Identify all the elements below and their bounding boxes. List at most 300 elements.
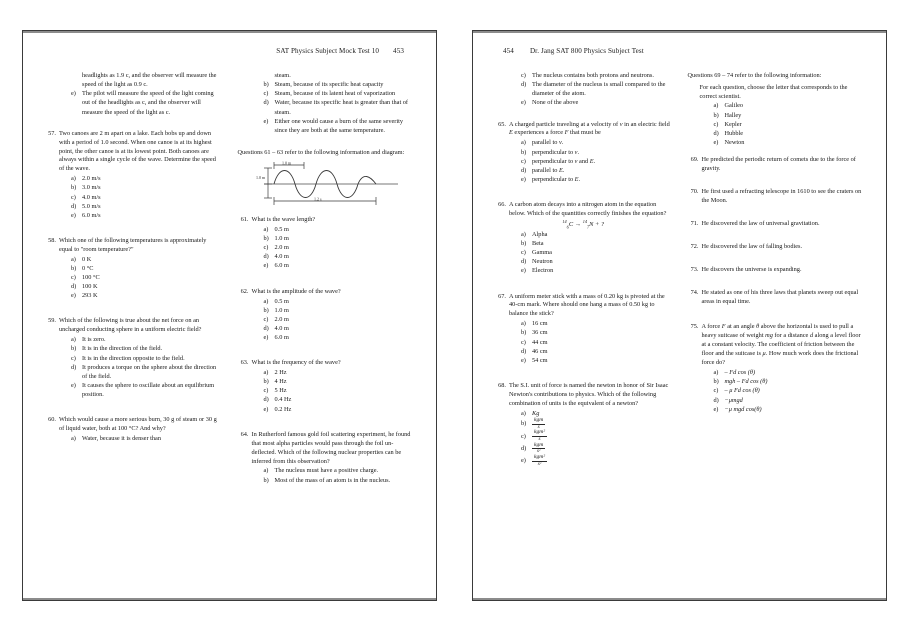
question-text: He discovered the law of falling bodies. <box>701 242 803 250</box>
choice-text: headlights as 1.9 c, and the observer will measure the speed of the light as 0.9 c. <box>82 72 217 89</box>
question-stem <box>238 216 415 225</box>
question-stem <box>238 431 415 467</box>
choice-item[interactable] <box>238 315 415 324</box>
question-number: 72. <box>690 242 699 250</box>
choice-text: 1.0 m <box>274 235 289 243</box>
choice-list-units <box>495 409 672 467</box>
question-number: 59. <box>48 317 56 325</box>
choice-label: b) <box>263 378 269 386</box>
choice-text: 2.0 m <box>274 315 289 323</box>
choice-text: Electron <box>532 267 554 275</box>
question-stem <box>45 237 222 255</box>
choice-item[interactable] <box>495 409 672 418</box>
choice-text: It causes the sphere to oscillate about an equilibrium position. <box>82 381 215 399</box>
question-stem <box>688 243 865 252</box>
choice-text: 2 Hz <box>274 369 287 377</box>
choice-list <box>238 466 415 484</box>
choice-text: perpendicular to E. <box>532 175 581 183</box>
choice-item[interactable] <box>238 225 415 234</box>
choice-text: 100 K <box>82 283 98 291</box>
choice-item[interactable] <box>238 89 415 98</box>
choice-label: b) <box>71 264 77 272</box>
choice-item[interactable] <box>688 377 865 386</box>
sine-wave-diagram <box>252 160 415 211</box>
sine-wave-svg <box>252 160 402 206</box>
choice-list <box>495 230 672 276</box>
choice-text <box>532 418 672 430</box>
choice-text: steam. <box>274 72 291 79</box>
choice-text: 1.0 m <box>274 306 289 314</box>
question-text: A carbon atom decays into a nitrogen atom in the equation below. Which of the quantities correctly finishes the equation? <box>509 201 667 217</box>
choice-item[interactable] <box>688 396 865 405</box>
choice-label: e) <box>71 381 76 389</box>
choice-text: 100 °C <box>82 274 100 282</box>
choice-item[interactable] <box>45 282 222 291</box>
choice-text: mgh – Fd cos (θ) <box>724 378 768 386</box>
choice-label: e) <box>263 117 269 125</box>
choice-item[interactable] <box>688 368 865 377</box>
choice-text <box>532 430 672 442</box>
choice-text: Kg <box>532 409 540 417</box>
question-58 <box>45 237 222 301</box>
choice-label: a) <box>263 297 269 305</box>
question-63 <box>238 359 415 414</box>
choice-label: b) <box>521 329 527 337</box>
choice-label: a) <box>263 467 269 475</box>
choice-text: It is in the direction opposite to the field. <box>82 354 185 362</box>
choice-item[interactable] <box>495 443 672 455</box>
choice-item[interactable] <box>45 255 222 264</box>
question-text: A charged particle traveling at a velocity of v in an electric field E experiences a force F that must be <box>509 120 670 137</box>
choice-item[interactable] <box>45 71 222 89</box>
choice-label: d) <box>521 258 527 266</box>
choice-text: The pilot will measure the speed of the light coming out of the headlights as c, and the observer will measure the speed of the light as c. <box>82 90 214 116</box>
nuclear-decay-equation: $^{14}_6$C → $^{14}_7$N + ? <box>562 218 605 230</box>
choice-item[interactable] <box>45 174 222 183</box>
question-62 <box>238 288 415 343</box>
choice-label: d) <box>521 81 527 89</box>
choice-item[interactable] <box>45 291 222 300</box>
choice-text: 4 Hz <box>274 378 287 386</box>
choice-text: Halley <box>724 111 742 119</box>
choice-item[interactable] <box>238 71 415 80</box>
question-stem <box>45 416 222 434</box>
choice-item[interactable] <box>495 71 672 80</box>
choice-list <box>495 319 672 365</box>
continued-choices-q56 <box>45 71 222 117</box>
choice-label: a) <box>71 255 76 263</box>
continued-choices-q60 <box>238 71 415 135</box>
question-text: What is the frequency of the wave? <box>251 359 341 367</box>
choice-item[interactable] <box>238 261 415 270</box>
choice-item[interactable] <box>45 381 222 399</box>
choice-label: d) <box>521 166 527 174</box>
choice-text: It is in the direction of the field. <box>82 345 163 353</box>
question-text: A force F at an angle θ above the horizontal is used to pull a heavy suitcase of weight mg for a distance d along a level floor at a constant velocity. The coefficient of friction between the floor and the suitcase is μ. How much work does the frictional force do? <box>701 323 861 367</box>
choice-label: b) <box>263 476 269 484</box>
choice-item[interactable] <box>238 306 415 315</box>
choice-list <box>45 255 222 301</box>
choice-item[interactable] <box>238 243 415 252</box>
choice-label <box>71 71 82 89</box>
passage-intro-61-63: Questions 61 – 63 refer to the following information and diagram: <box>237 148 405 156</box>
choice-text: Galileo <box>724 102 744 110</box>
choice-text: – Fd cos (θ) <box>724 369 756 377</box>
choice-label: d) <box>521 347 527 355</box>
question-number: 67. <box>498 292 506 300</box>
choice-label: c) <box>263 90 269 98</box>
choice-list <box>495 138 672 184</box>
choice-text: 0.2 Hz <box>274 405 292 413</box>
choice-label: c) <box>71 354 76 362</box>
choice-label: d) <box>71 363 77 371</box>
question-number: 68. <box>498 381 506 389</box>
page-number: 453 <box>393 47 404 55</box>
question-number: 62. <box>240 287 249 295</box>
question-59 <box>45 317 222 399</box>
choice-label: d) <box>71 202 77 210</box>
choice-item[interactable] <box>238 386 415 395</box>
choice-item[interactable] <box>45 434 222 443</box>
choice-item[interactable] <box>45 89 222 116</box>
choice-item[interactable] <box>495 338 672 347</box>
choice-text: perpendicular to v. <box>532 148 580 156</box>
choice-item[interactable] <box>45 363 222 381</box>
choice-item[interactable] <box>495 138 672 147</box>
question-stem <box>495 121 672 139</box>
choice-item[interactable] <box>238 333 415 342</box>
choice-item[interactable] <box>688 405 865 414</box>
choice-label: b) <box>71 184 77 192</box>
choice-item[interactable] <box>238 368 415 377</box>
page-454 <box>472 30 887 601</box>
choice-list <box>45 434 222 443</box>
choice-text: 0.5 m <box>274 225 289 233</box>
question-text: He first used a refracting telescope in 1610 to see the craters on the Moon. <box>701 187 862 204</box>
choice-label: a) <box>521 320 526 328</box>
choice-text: 46 cm <box>532 347 548 355</box>
question-text: In Rutherford famous gold foil scattering experiment, he found that most alpha particles would pass through the foil un-deflected. Which of the following nuclear properties can be inferred from this observation? <box>251 430 411 465</box>
choice-text: parallel to v. <box>532 139 564 147</box>
choice-text: 4.0 m <box>274 324 289 332</box>
choice-text: 2.0 m/s <box>82 175 101 183</box>
choice-text: 3.0 m/s <box>82 184 101 192</box>
choice-label: d) <box>713 396 719 404</box>
choice-item[interactable] <box>45 344 222 353</box>
choice-item[interactable] <box>688 138 865 147</box>
left-page-column-2 <box>238 71 415 493</box>
choice-label: c) <box>71 274 76 282</box>
choice-label: c) <box>263 315 269 323</box>
choice-text: It is zero. <box>82 336 106 344</box>
choice-text: 36 cm <box>532 329 548 337</box>
question-text: He discovers the universe is expanding. <box>701 265 802 273</box>
choice-label: c) <box>713 387 719 395</box>
choice-label: e) <box>263 334 269 341</box>
choice-label: a) <box>521 230 526 238</box>
question-number: 64. <box>240 430 249 438</box>
question-number: 66. <box>498 201 506 208</box>
question-stem <box>688 289 865 307</box>
choice-label: b) <box>713 111 719 119</box>
choice-item[interactable] <box>495 418 672 430</box>
choice-label: d) <box>713 129 719 137</box>
choice-label: e) <box>521 356 526 364</box>
question-stem <box>238 288 415 297</box>
choice-text: It produces a torque on the sphere about the direction of the field. <box>82 363 217 380</box>
choice-text: The diameter of the nucleus is small compared to the diameter of the atom. <box>532 81 666 98</box>
question-number: 65. <box>498 120 506 128</box>
question-67 <box>495 293 672 365</box>
running-head-title: Dr. Jang SAT 800 Physics Subject Test <box>529 47 644 55</box>
running-head-right-page <box>495 47 864 67</box>
choice-item[interactable] <box>45 202 222 211</box>
question-stem <box>688 156 865 174</box>
choice-item[interactable] <box>495 157 672 166</box>
choice-text <box>532 443 672 455</box>
question-text: Which of the following is true about the net force on an uncharged conducting sphere in a uniform electric field? <box>59 317 202 334</box>
choice-label: b) <box>713 378 719 386</box>
choice-item[interactable] <box>45 193 222 202</box>
question-number: 63. <box>240 359 249 367</box>
question-text: What is the amplitude of the wave? <box>251 287 341 295</box>
choice-label: c) <box>263 244 269 252</box>
choice-item[interactable] <box>238 117 415 135</box>
choice-text: 0 °C <box>82 264 94 272</box>
choice-item[interactable] <box>495 266 672 275</box>
question-text: A uniform meter stick with a mass of 0.20 kg is pivoted at the 40-cm mark. Where should one hang a mass of 0.50 kg to balance the stick? <box>509 292 665 318</box>
choice-text: 2.0 m <box>274 244 289 252</box>
question-text: Two canoes are 2 m apart on a lake. Each bobs up and down with a period of 1.0 second. When one canoe is at its highest point, the other canoe is at its lowest point. Both canoes are always within a single cycle of the wave. Determine the speed of the wave. <box>59 129 216 173</box>
question-61 <box>238 216 415 271</box>
choice-item[interactable] <box>495 430 672 442</box>
diagram-left-label: 1.0 m <box>255 175 265 180</box>
choice-text: Steam, because of its latent heat of vaporization <box>274 90 396 98</box>
left-page-column-1 <box>45 71 222 493</box>
choice-text: 6.0 m/s <box>82 211 101 219</box>
choice-text: None of the above <box>532 99 579 107</box>
choice-item[interactable] <box>238 297 415 306</box>
choice-item[interactable] <box>495 239 672 248</box>
choice-label: e) <box>521 175 526 183</box>
choice-text: −μ mgd cos(θ) <box>724 405 762 413</box>
question-number: 58. <box>48 236 56 244</box>
choice-item[interactable] <box>495 347 672 356</box>
choice-label: c) <box>713 120 719 128</box>
choice-text: Alpha <box>532 230 548 238</box>
fraction-numerator: kgm <box>534 416 544 423</box>
choice-item[interactable] <box>495 356 672 365</box>
choice-list <box>238 297 415 343</box>
choice-label: a) <box>263 369 269 377</box>
fraction-denominator: s² <box>536 448 541 455</box>
question-stem <box>688 188 865 206</box>
choice-label: b) <box>521 240 527 247</box>
question-stem <box>238 359 415 368</box>
choice-text: 6.0 m <box>274 262 289 270</box>
choice-label: c) <box>521 432 526 440</box>
question-68 <box>495 382 672 467</box>
choice-text <box>532 455 672 467</box>
choice-text: −μmgd <box>724 396 743 404</box>
choice-label: a) <box>71 336 76 344</box>
question-number: 61. <box>240 216 249 223</box>
question-text: Which one of the following temperatures is approximately equal to "room temperature?" <box>59 236 207 253</box>
choice-item[interactable] <box>45 183 222 192</box>
choice-label: d) <box>263 253 269 261</box>
question-number: 57. <box>48 129 56 137</box>
choice-item[interactable] <box>688 129 865 138</box>
choice-list <box>45 174 222 220</box>
fraction-denominator: s² <box>537 460 542 467</box>
choice-text: 0.4 Hz <box>274 396 292 404</box>
question-75 <box>688 323 865 413</box>
choice-item[interactable] <box>45 354 222 363</box>
running-head-left-page <box>45 47 414 67</box>
diagram-bottom-label: 1.2 s <box>313 196 322 202</box>
choice-item[interactable] <box>495 80 672 98</box>
choice-item[interactable] <box>238 466 415 475</box>
choice-item[interactable] <box>45 264 222 273</box>
choice-list <box>688 368 865 414</box>
choice-item[interactable] <box>495 98 672 107</box>
fraction-numerator: kgm² <box>534 429 545 436</box>
choice-label: a) <box>263 225 269 233</box>
question-71 <box>688 220 865 229</box>
choice-item[interactable] <box>495 230 672 239</box>
choice-item[interactable] <box>495 319 672 328</box>
choice-text: parallel to E. <box>532 166 565 174</box>
choice-item[interactable] <box>495 148 672 157</box>
choice-text: 5.0 m/s <box>82 202 101 210</box>
unit-fraction <box>532 430 547 442</box>
question-number: 71. <box>690 219 699 227</box>
choice-text: Steam, because of its specific heat capacity <box>274 81 384 89</box>
choice-item[interactable] <box>238 377 415 386</box>
fraction-numerator: kgm² <box>534 453 545 460</box>
choice-label: d) <box>263 324 269 332</box>
choice-label: a) <box>713 369 719 377</box>
choice-label <box>264 71 275 80</box>
choice-item[interactable] <box>45 335 222 344</box>
choice-text: Most of the mass of an atom is in the nucleus. <box>274 476 391 484</box>
choice-label: a) <box>713 102 719 110</box>
question-text: Which would cause a more serious burn, 30 g of steam or 30 g of liquid water, both at 100 °C? And why? <box>59 416 217 433</box>
choice-item[interactable] <box>238 234 415 243</box>
right-page-column-2 <box>688 71 865 475</box>
choice-label: b) <box>263 306 269 314</box>
question-72 <box>688 243 865 252</box>
choice-label: b) <box>521 148 527 156</box>
question-stem <box>688 220 865 229</box>
continued-choices-q64 <box>495 71 672 108</box>
choice-label: a) <box>521 409 526 417</box>
choice-label: b) <box>263 81 269 89</box>
question-stem <box>495 382 672 409</box>
fraction-numerator: kgm <box>534 441 544 448</box>
choice-item[interactable] <box>688 386 865 395</box>
question-69 <box>688 156 865 174</box>
choice-text: Beta <box>532 240 544 247</box>
choice-label: c) <box>521 249 526 257</box>
choice-text: perpendicular to v and E. <box>532 157 596 165</box>
choice-item[interactable] <box>238 252 415 261</box>
choice-text: 0 K <box>82 255 92 263</box>
choice-item[interactable] <box>495 455 672 467</box>
choice-text: The nucleus contains both protons and neutrons. <box>532 72 654 79</box>
choice-item[interactable] <box>495 175 672 184</box>
question-text: He stated as one of his three laws that planets sweep out equal areas in equal time. <box>701 288 859 305</box>
choice-item[interactable] <box>238 80 415 89</box>
choice-label: e) <box>71 211 76 219</box>
choice-item[interactable] <box>45 211 222 220</box>
choice-label: e) <box>521 457 526 465</box>
question-text: He discovered the law of universal gravitation. <box>701 219 820 227</box>
choice-text: 6.0 m <box>274 334 289 341</box>
unit-fraction <box>532 455 547 467</box>
question-number: 74. <box>690 288 699 296</box>
unit-fraction <box>532 443 545 455</box>
question-number: 70. <box>690 187 699 195</box>
choice-text: 293 K <box>82 292 98 300</box>
choice-item[interactable] <box>495 257 672 266</box>
choice-text: 0.5 m <box>274 297 289 305</box>
question-stem <box>495 201 672 219</box>
fraction-denominator: s <box>538 436 541 443</box>
choice-item[interactable] <box>238 395 415 404</box>
choice-item[interactable] <box>688 120 865 129</box>
choice-item[interactable] <box>495 248 672 257</box>
choice-item[interactable] <box>495 166 672 175</box>
choice-item[interactable] <box>495 328 672 337</box>
choice-label: e) <box>521 99 526 107</box>
choice-text: Gamma <box>532 249 552 257</box>
choice-item[interactable] <box>238 476 415 485</box>
fraction-denominator: s <box>537 423 540 430</box>
right-page-columns <box>495 71 864 475</box>
choice-item[interactable] <box>238 98 415 116</box>
choice-item[interactable] <box>688 111 865 120</box>
choice-item[interactable] <box>238 405 415 414</box>
choice-label: c) <box>521 72 526 79</box>
choice-item[interactable] <box>688 101 865 110</box>
question-70 <box>688 188 865 206</box>
choice-label: c) <box>521 157 526 165</box>
question-60 <box>45 416 222 443</box>
choice-text: 4.0 m/s <box>82 193 101 201</box>
choice-label: d) <box>263 396 269 404</box>
question-stem <box>495 293 672 320</box>
choice-label: e) <box>263 262 269 270</box>
choice-text: – μ Fd cos (θ) <box>724 387 760 395</box>
question-number: 75. <box>690 323 699 331</box>
choice-label: b) <box>263 235 269 243</box>
choice-item[interactable] <box>238 324 415 333</box>
left-page-columns <box>45 71 414 493</box>
passage-intro-69-74: Questions 69 – 74 refer to the following information: <box>687 72 822 79</box>
choice-text: 4.0 m <box>274 253 289 261</box>
question-73 <box>688 266 865 275</box>
question-text: What is the wave length? <box>251 216 316 223</box>
question-stem <box>688 266 865 275</box>
choice-list <box>238 368 415 414</box>
question-number: 73. <box>690 265 699 273</box>
choice-label: a) <box>521 139 526 147</box>
question-65 <box>495 121 672 185</box>
choice-list <box>45 335 222 399</box>
choice-item[interactable] <box>45 273 222 282</box>
choice-label: e) <box>263 405 269 413</box>
